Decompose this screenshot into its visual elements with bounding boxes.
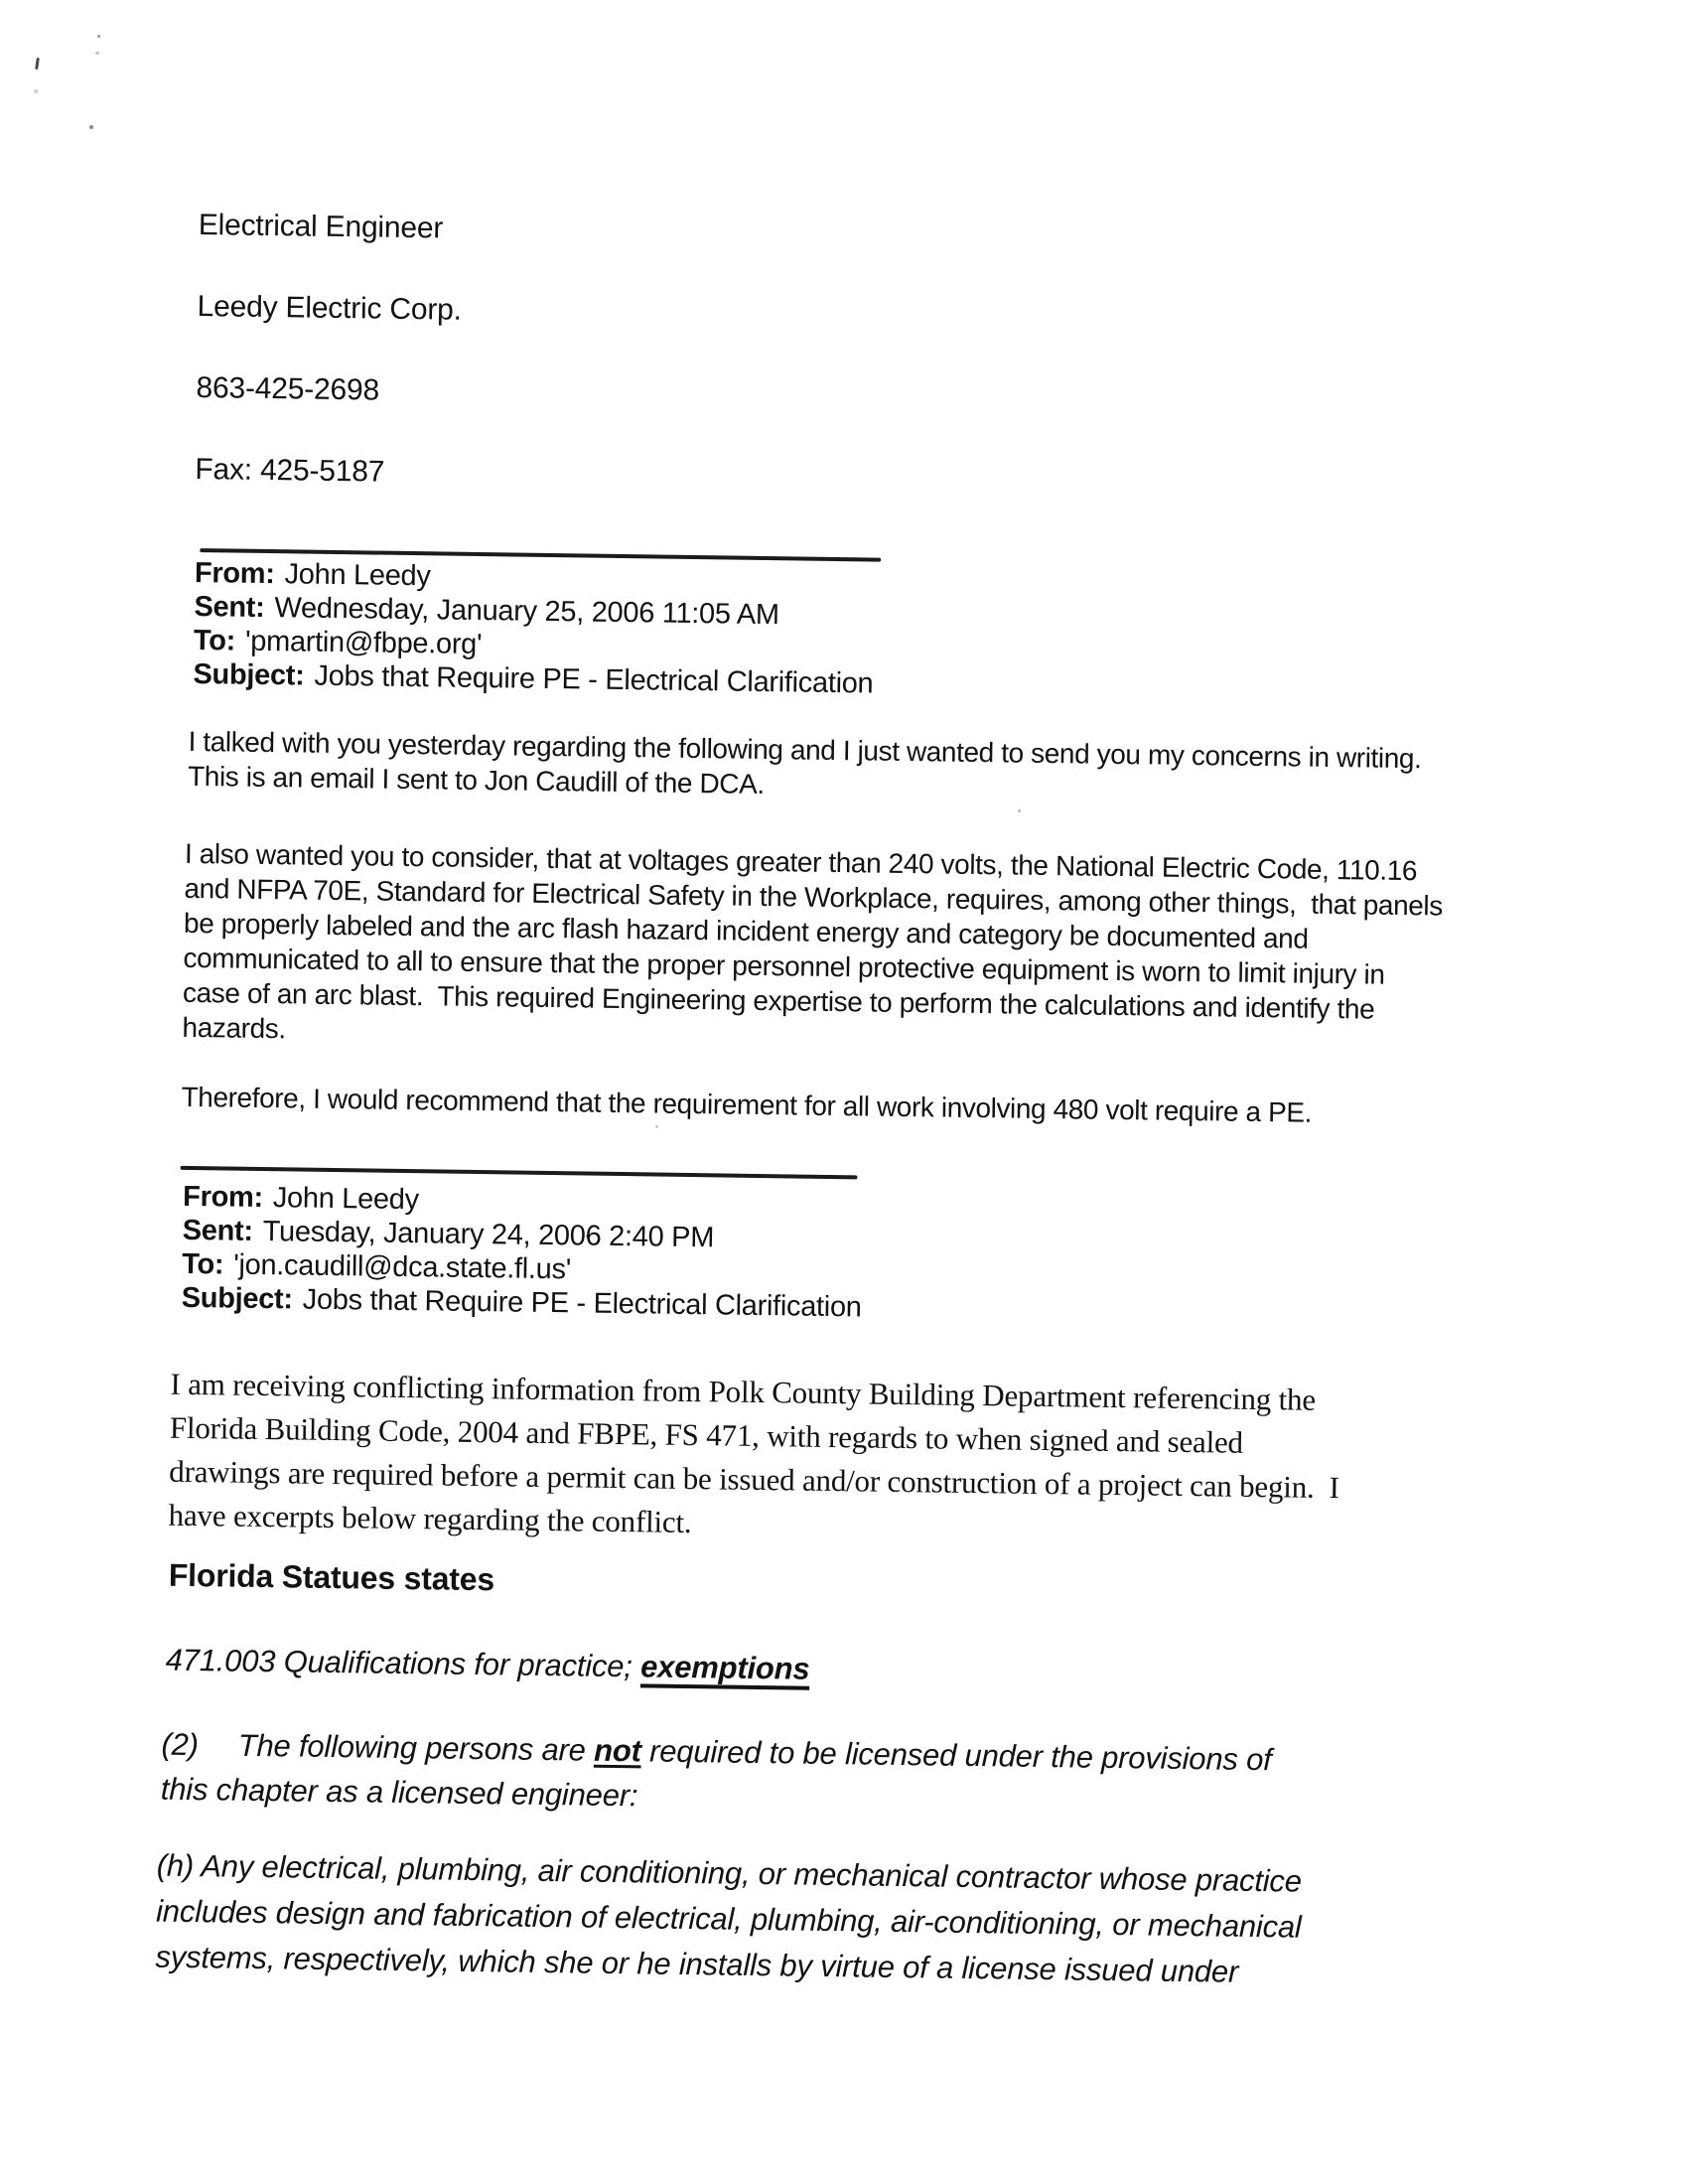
to-value: 'jon.caudill@dca.state.fl.us' bbox=[233, 1248, 572, 1286]
sent-value: Wednesday, January 25, 2006 11:05 AM bbox=[274, 592, 779, 632]
statute-item-2 bbox=[161, 1722, 1612, 1831]
email-1-paragraph-3: Therefore, I would recommend that the requirement for all work involving 480 volt require a PE. bbox=[181, 1081, 1313, 1128]
email-1-paragraph-2: I also wanted you to consider, that at voltages greater than 240 volts, the National Electric Code, 110.16 and NFPA 70E, Standard for Electrical Safety in the Workplace, requires, among other things, that panels be properly labeled and the arc flash hazard incident energy and category be documented and communicated to all to ensure that the proper personnel protective equipment is worn to limit injury in case of an arc blast. This required Engineering expertise to perform the calculations and identify the hazards. bbox=[182, 837, 1444, 1045]
statute-reference-emphasis: exemptions bbox=[639, 1649, 810, 1686]
statute-item-2-text-pre: The following persons are bbox=[237, 1727, 595, 1768]
subject-value: Jobs that Require PE - Electrical Clarification bbox=[302, 1283, 862, 1324]
from-label: From: bbox=[194, 556, 275, 591]
from-label: From: bbox=[182, 1180, 264, 1215]
subject-value: Jobs that Require PE - Electrical Clarification bbox=[314, 659, 874, 700]
statutes-heading: Florida Statues states bbox=[168, 1556, 495, 1598]
email-1-header bbox=[193, 556, 875, 701]
email-2-header bbox=[182, 1180, 864, 1325]
email-1-paragraph-1: I talked with you yesterday regarding the following and I just wanted to send you my concerns in writing. This is an email I sent to Jon Caudill of the DCA. bbox=[187, 725, 1422, 801]
sender-fax: Fax: 425-5187 bbox=[195, 452, 385, 489]
subject-label: Subject: bbox=[193, 657, 305, 692]
from-value: John Leedy bbox=[272, 1182, 420, 1217]
sender-company: Leedy Electric Corp. bbox=[197, 289, 463, 327]
email-2-paragraph-1: I am receiving conflicting information from Polk County Building Department referencing the Florida Building Code, 2004 and FBPE, FS 471, with regards to when signed and sealed drawings are required before a permit can be issued and/or construction of a project can begin. I have excerpts below regarding the conflict. bbox=[168, 1366, 1340, 1540]
sender-phone: 863-425-2698 bbox=[196, 370, 380, 407]
statute-item-2-number: (2) bbox=[161, 1726, 200, 1763]
statute-item-h: (h) Any electrical, plumbing, air conditioning, or mechanical contractor whose practice includes design and fabrication of electrical, plumbing, air-conditioning, or mechanical systems, respectively, which she or he installs by virtue of a license issued under bbox=[155, 1847, 1303, 1989]
sender-title: Electrical Engineer bbox=[198, 209, 444, 245]
to-label: To: bbox=[182, 1247, 224, 1281]
to-label: To: bbox=[193, 624, 236, 657]
sent-label: Sent: bbox=[182, 1214, 253, 1247]
statute-reference-text: 471.003 Qualifications for practice; bbox=[165, 1642, 641, 1684]
statute-item-2-emphasis: not bbox=[593, 1732, 641, 1769]
statute-item-2-text-post: required to be licensed under the provisions of this chapter as a licensed engineer: bbox=[160, 1733, 1272, 1814]
sent-label: Sent: bbox=[194, 590, 265, 624]
subject-label: Subject: bbox=[181, 1281, 293, 1316]
from-value: John Leedy bbox=[284, 558, 431, 593]
sender-contact-block bbox=[195, 211, 463, 489]
to-value: 'pmartin@fbpe.org' bbox=[244, 625, 483, 661]
divider-line bbox=[181, 1166, 858, 1180]
sent-value: Tuesday, January 24, 2006 2:40 PM bbox=[262, 1216, 715, 1254]
statute-reference-line bbox=[165, 1641, 811, 1689]
